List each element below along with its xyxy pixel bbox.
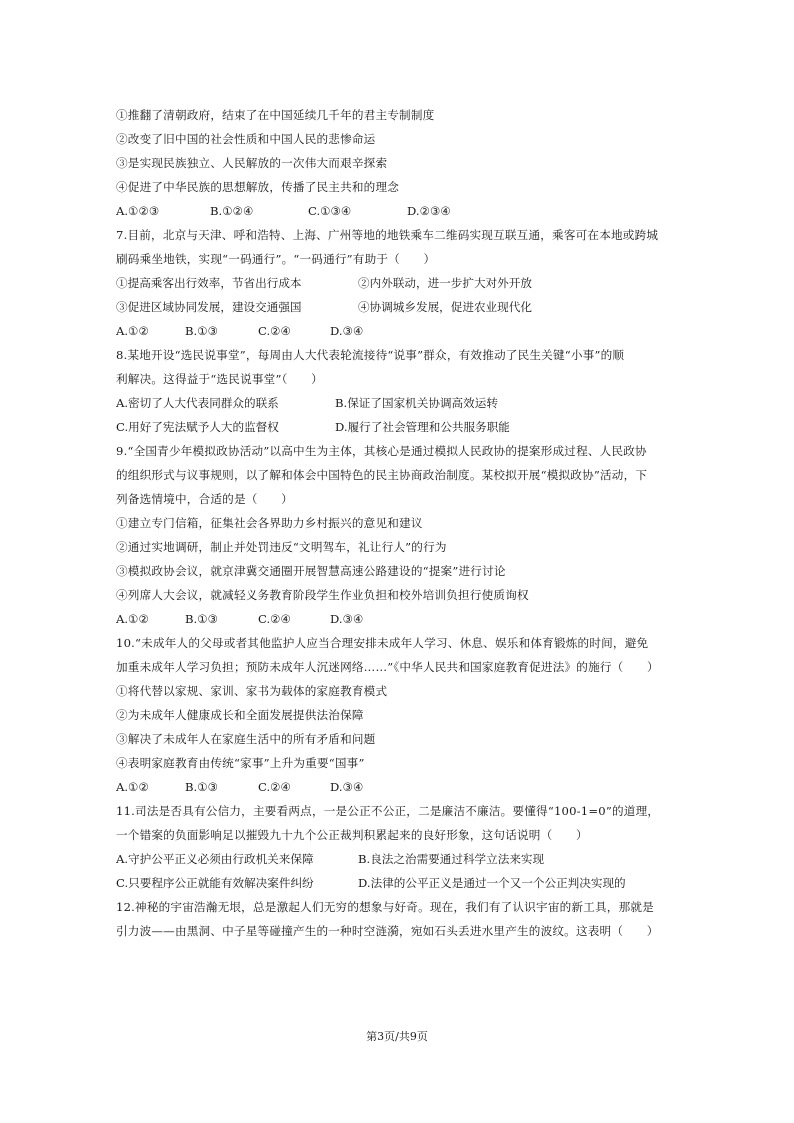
q10-option-a: A.①② bbox=[116, 780, 149, 794]
q11-option-b: B.良法之治需要通过科学立法来实现 bbox=[358, 852, 545, 866]
q9-item-3: ③模拟政协会议，就京津冀交通圈开展智慧高速公路建设的“提案”进行讨论 bbox=[116, 564, 506, 578]
q9-stem-line-2: 的组织形式与议事规则，以了解和体会中国特色的民主协商政治制度。某校拟开展“模拟政协”活动，下 bbox=[116, 468, 648, 482]
q11-option-a: A.守护公平正义必须由行政机关来保障 bbox=[116, 852, 314, 866]
q6-option-d: D.②③④ bbox=[407, 204, 451, 218]
q7-option-a: A.①② bbox=[116, 324, 149, 338]
q12-stem-line-2: 引力波——由黑洞、中子星等碰撞产生的一种时空涟漪，宛如石头丢进水里产生的波纹。这表明（ ） bbox=[116, 924, 659, 938]
q6-item-3: ③是实现民族独立、人民解放的一次伟大而艰辛探索 bbox=[116, 156, 388, 170]
page-number: 第3页/共9页 bbox=[366, 1030, 428, 1043]
q8-option-c: C.用好了宪法赋予人大的监督权 bbox=[116, 420, 279, 434]
q9-stem-line-1: 9.“全国青少年模拟政协活动”以高中生为主体，其核心是通过模拟人民政协的提案形成过程、人民政协 bbox=[116, 444, 647, 458]
q10-item-3: ③解决了未成年人在家庭生活中的所有矛盾和问题 bbox=[116, 732, 376, 746]
q11-option-d: D.法律的公平正义是通过一个又一个公正判决实现的 bbox=[358, 876, 626, 890]
q6-option-b: B.①②④ bbox=[210, 204, 254, 218]
q9-option-d: D.③④ bbox=[330, 612, 364, 626]
q10-option-b: B.①③ bbox=[185, 780, 218, 794]
q7-item-4: ④协调城乡发展，促进农业现代化 bbox=[358, 300, 532, 314]
q6-item-4: ④促进了中华民族的思想解放，传播了民主共和的理念 bbox=[116, 180, 400, 194]
q8-stem-line-2: 利解决。这得益于“选民说事堂”（ ） bbox=[116, 372, 323, 386]
q9-item-4: ④列席人大会议，就减轻义务教育阶段学生作业负担和校外培训负担行使质询权 bbox=[116, 588, 529, 602]
q7-stem-line-1: 7.目前，北京与天津、呼和浩特、上海、广州等地的地铁乘车二维码实现互联互通，乘客可在本地或跨城 bbox=[116, 228, 659, 242]
q8-option-a: A.密切了人大代表同群众的联系 bbox=[116, 396, 279, 410]
q8-stem-line-1: 8.某地开设“选民说事堂”，每周由人大代表轮流接待“说事”群众，有效推动了民生关键“小事”的顺 bbox=[116, 348, 625, 362]
q7-option-b: B.①③ bbox=[185, 324, 218, 338]
q11-stem-line-1: 11.司法是否具有公信力，主要看两点，一是公正不公正，二是廉洁不廉洁。要懂得“100-1=0”的道理， bbox=[116, 804, 660, 818]
q6-item-2: ②改变了旧中国的社会性质和中国人民的悲惨命运 bbox=[116, 132, 376, 146]
q9-option-b: B.①③ bbox=[185, 612, 218, 626]
q10-stem-line-1: 10.“未成年人的父母或者其他监护人应当合理安排未成年人学习、休息、娱乐和体育锻炼的时间，避免 bbox=[116, 636, 649, 650]
q7-item-1: ①提高乘客出行效率，节省出行成本 bbox=[116, 276, 302, 290]
q7-option-d: D.③④ bbox=[330, 324, 364, 338]
q8-option-d: D.履行了社会管理和公共服务职能 bbox=[335, 420, 510, 434]
q9-item-1: ①建立专门信箱，征集社会各界助力乡村振兴的意见和建议 bbox=[116, 516, 423, 530]
q10-item-2: ②为未成年人健康成长和全面发展提供法治保障 bbox=[116, 708, 364, 722]
q10-stem-line-2: 加重未成年人学习负担；预防未成年人沉迷网络……”《中华人民共和国家庭教育促进法》的施行（ ） bbox=[116, 660, 659, 674]
q10-item-1: ①将代替以家规、家训、家书为载体的家庭教育模式 bbox=[116, 684, 388, 698]
q12-stem-line-1: 12.神秘的宇宙浩瀚无垠，总是激起人们无穷的想象与好奇。现在，我们有了认识宇宙的新工具，那就是 bbox=[116, 900, 654, 914]
q8-option-b: B.保证了国家机关协调高效运转 bbox=[335, 396, 498, 410]
q9-option-c: C.②④ bbox=[258, 612, 291, 626]
q10-option-d: D.③④ bbox=[330, 780, 364, 794]
q7-stem-line-2: 刷码乘坐地铁，实现“一码通行”。“一码通行”有助于（ ） bbox=[116, 252, 436, 266]
q9-item-2: ②通过实地调研，制止并处罚违反“文明驾车，礼让行人”的行为 bbox=[116, 540, 447, 554]
q10-item-4: ④表明家庭教育由传统“家事”上升为重要“国事” bbox=[116, 756, 365, 770]
q7-item-2: ②内外联动，进一步扩大对外开放 bbox=[358, 276, 532, 290]
q9-option-a: A.①② bbox=[116, 612, 149, 626]
q6-item-1: ①推翻了清朝政府，结束了在中国延续几千年的君主专制制度 bbox=[116, 108, 435, 122]
q7-option-c: C.②④ bbox=[258, 324, 291, 338]
q11-stem-line-2: 一个错案的负面影响足以摧毁九十九个公正裁判积累起来的良好形象，这句话说明（ ） bbox=[116, 828, 588, 842]
q6-option-a: A.①②③ bbox=[116, 204, 160, 218]
q7-item-3: ③促进区域协同发展，建设交通强国 bbox=[116, 300, 302, 314]
q6-option-c: C.①③④ bbox=[308, 204, 352, 218]
q10-option-c: C.②④ bbox=[258, 780, 291, 794]
q9-stem-line-3: 列备选情境中，合适的是（ ） bbox=[116, 492, 293, 506]
q11-option-c: C.只要程序公正就能有效解决案件纠纷 bbox=[116, 876, 314, 890]
